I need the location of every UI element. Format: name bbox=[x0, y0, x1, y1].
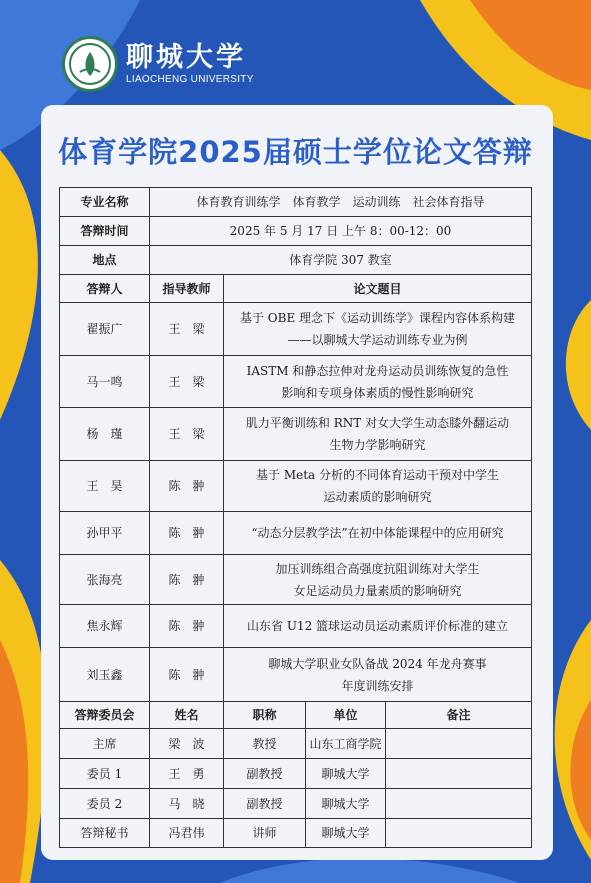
thesis-title bbox=[224, 512, 532, 555]
committee-name: 梁 波 bbox=[150, 729, 224, 759]
student-name: 孙甲平 bbox=[60, 512, 150, 555]
student-name: 翟振广 bbox=[60, 303, 150, 356]
major-row bbox=[60, 188, 532, 217]
committee-unit: 聊城大学 bbox=[306, 789, 386, 819]
thesis-title bbox=[224, 648, 532, 702]
place-row bbox=[60, 246, 532, 275]
committee-unit: 聊城大学 bbox=[306, 819, 386, 848]
committee-role: 答辩秘书 bbox=[60, 819, 150, 848]
defense-row bbox=[60, 303, 532, 356]
place-label: 地点 bbox=[60, 246, 150, 275]
committee-rank: 副教授 bbox=[224, 789, 306, 819]
defense-row bbox=[60, 512, 532, 555]
advisor-name: 陈 翀 bbox=[150, 605, 224, 648]
major-label: 专业名称 bbox=[60, 188, 150, 217]
university-name-en: LIAOCHENG UNIVERSITY bbox=[126, 74, 254, 85]
thesis-title bbox=[224, 605, 532, 648]
committee-row bbox=[60, 789, 532, 819]
advisor-name: 陈 翀 bbox=[150, 648, 224, 702]
thesis-title bbox=[224, 356, 532, 408]
committee-header-row bbox=[60, 702, 532, 729]
thesis-title-line: 生物力学影响研究 bbox=[329, 438, 426, 452]
defense-row bbox=[60, 408, 532, 461]
thesis-title-line: ——以聊城大学运动训练专业为例 bbox=[287, 333, 468, 347]
header-note: 备注 bbox=[386, 702, 532, 729]
header-committee-role: 答辩委员会 bbox=[60, 702, 150, 729]
committee-rank: 讲师 bbox=[224, 819, 306, 848]
thesis-title bbox=[224, 408, 532, 461]
time-row bbox=[60, 217, 532, 246]
committee-unit: 聊城大学 bbox=[306, 759, 386, 789]
thesis-title-line: 肌力平衡训练和 RNT 对女大学生动态膝外翻运动 bbox=[245, 416, 510, 430]
advisor-name: 王 梁 bbox=[150, 408, 224, 461]
header-rank: 职称 bbox=[224, 702, 306, 729]
defense-schedule-table bbox=[59, 187, 532, 848]
thesis-title-line: IASTM 和静态拉伸对龙舟运动员训练恢复的急性 bbox=[246, 363, 509, 378]
header-student: 答辩人 bbox=[60, 275, 150, 303]
thesis-title-line: 加压训练组合高强度抗阻训练对大学生 bbox=[275, 561, 480, 576]
committee-note bbox=[386, 729, 532, 759]
university-brand bbox=[126, 42, 254, 86]
university-seal-icon bbox=[62, 36, 118, 92]
advisor-name: 陈 翀 bbox=[150, 461, 224, 512]
advisor-name: 陈 翀 bbox=[150, 555, 224, 605]
header-advisor: 指导教师 bbox=[150, 275, 224, 303]
thesis-title-line: 影响和专项身体素质的慢性影响研究 bbox=[281, 385, 474, 400]
defense-row bbox=[60, 555, 532, 605]
thesis-title bbox=[224, 461, 532, 512]
thesis-title bbox=[224, 303, 532, 356]
page-title: 体育学院2025届硕士学位论文答辩 bbox=[58, 135, 533, 169]
committee-note bbox=[386, 819, 532, 848]
defense-row bbox=[60, 605, 532, 648]
header-name: 姓名 bbox=[150, 702, 224, 729]
header-unit: 单位 bbox=[306, 702, 386, 729]
thesis-title-line: 聊城大学职业女队备战 2024 年龙舟赛事 bbox=[268, 656, 487, 671]
student-name: 焦永辉 bbox=[60, 605, 150, 648]
university-header bbox=[62, 34, 254, 94]
thesis-title-line: 年度训练安排 bbox=[341, 678, 414, 693]
student-name: 杨 瑾 bbox=[60, 408, 150, 461]
committee-name: 王 勇 bbox=[150, 759, 224, 789]
committee-name: 马 晓 bbox=[150, 789, 224, 819]
committee-role: 委员 2 bbox=[60, 789, 150, 819]
student-name: 马一鸣 bbox=[60, 356, 150, 408]
thesis-title-line: 基于 Meta 分析的不同体育运动干预对中学生 bbox=[256, 468, 499, 482]
committee-role: 主席 bbox=[60, 729, 150, 759]
committee-role: 委员 1 bbox=[60, 759, 150, 789]
advisor-name: 王 梁 bbox=[150, 356, 224, 408]
advisor-name: 陈 翀 bbox=[150, 512, 224, 555]
committee-note bbox=[386, 759, 532, 789]
advisor-name: 王 梁 bbox=[150, 303, 224, 356]
thesis-title-line: “动态分层教学法”在初中体能课程中的应用研究 bbox=[251, 526, 504, 540]
defense-row bbox=[60, 461, 532, 512]
thesis-title bbox=[224, 555, 532, 605]
defense-row bbox=[60, 356, 532, 408]
committee-unit: 山东工商学院 bbox=[306, 729, 386, 759]
student-name: 张海亮 bbox=[60, 555, 150, 605]
time-label: 答辩时间 bbox=[60, 217, 150, 246]
university-name-cn: 聊城大学 bbox=[126, 42, 246, 73]
defense-row bbox=[60, 648, 532, 702]
committee-row bbox=[60, 759, 532, 789]
time-value: 2025 年 5 月 17 日 上午 8：00-12：00 bbox=[150, 217, 532, 246]
student-name: 刘玉鑫 bbox=[60, 648, 150, 702]
committee-name: 冯君伟 bbox=[150, 819, 224, 848]
committee-row bbox=[60, 729, 532, 759]
header-thesis-title: 论文题目 bbox=[224, 275, 532, 303]
thesis-title-line: 基于 OBE 理念下《运动训练学》课程内容体系构建 bbox=[239, 311, 516, 325]
committee-rank: 教授 bbox=[224, 729, 306, 759]
thesis-title-line: 运动素质的影响研究 bbox=[323, 490, 432, 504]
committee-row bbox=[60, 819, 532, 848]
thesis-title-line: 山东省 U12 篮球运动员运动素质评价标准的建立 bbox=[247, 619, 509, 633]
committee-rank: 副教授 bbox=[224, 759, 306, 789]
defense-header-row bbox=[60, 275, 532, 303]
thesis-title-line: 女足运动员力量素质的影响研究 bbox=[293, 583, 462, 598]
committee-note bbox=[386, 789, 532, 819]
student-name: 王 昊 bbox=[60, 461, 150, 512]
major-value: 体育教育训练学 体育教学 运动训练 社会体育指导 bbox=[150, 188, 532, 217]
place-value: 体育学院 307 教室 bbox=[150, 246, 532, 275]
